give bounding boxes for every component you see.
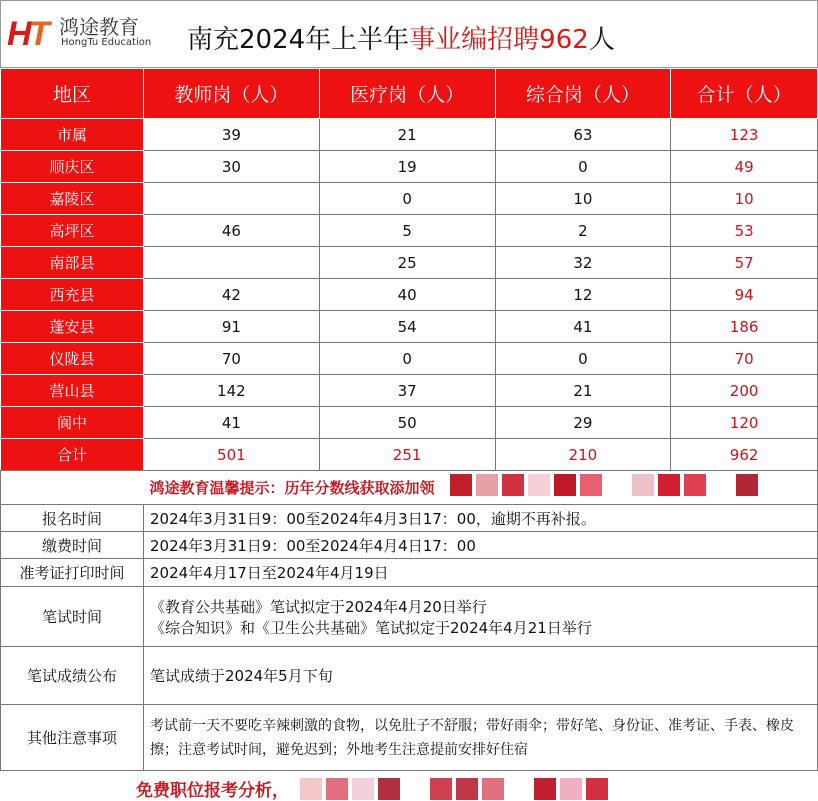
footer-text: 免费职位报考分析， — [136, 781, 289, 801]
region-cell: 嘉陵区 — [1, 183, 144, 215]
region-cell: 蓬安县 — [1, 311, 144, 343]
region-cell: 合计 — [1, 439, 144, 471]
count-cell — [144, 247, 320, 279]
count-cell: 2 — [495, 215, 671, 247]
region-cell: 南部县 — [1, 247, 144, 279]
hongtu-logo-icon — [7, 11, 50, 53]
info-label: 缴费时间 — [1, 532, 144, 559]
total-cell: 186 — [671, 311, 818, 343]
count-cell: 29 — [495, 407, 671, 439]
table-row — [1, 183, 818, 215]
info-value: 《教育公共基础》笔试拟定于2024年4月20日举行 《综合知识》和《卫生公共基础》笔试拟定于2024年4月21日举行 — [144, 587, 818, 647]
count-cell: 70 — [144, 343, 320, 375]
column-header: 综合岗（人） — [495, 69, 671, 119]
footer — [0, 770, 818, 800]
count-cell: 142 — [144, 375, 320, 407]
blurred-contact-top — [450, 474, 770, 504]
column-header: 地区 — [1, 69, 144, 119]
count-cell: 21 — [319, 119, 495, 151]
count-cell: 0 — [319, 183, 495, 215]
count-cell: 50 — [319, 407, 495, 439]
column-header: 教师岗（人） — [144, 69, 320, 119]
svg-text:T: T — [29, 15, 50, 53]
total-cell: 10 — [671, 183, 818, 215]
table-row — [1, 439, 818, 471]
count-cell: 41 — [495, 311, 671, 343]
total-cell: 123 — [671, 119, 818, 151]
count-cell: 0 — [495, 151, 671, 183]
info-value: 2024年4月17日至2024年4月19日 — [144, 559, 818, 587]
count-cell: 19 — [319, 151, 495, 183]
total-cell: 57 — [671, 247, 818, 279]
region-cell: 市属 — [1, 119, 144, 151]
brand-name-en: HongTu Education — [61, 37, 152, 48]
count-cell: 91 — [144, 311, 320, 343]
total-cell: 49 — [671, 151, 818, 183]
count-cell: 210 — [495, 439, 671, 471]
total-cell: 70 — [671, 343, 818, 375]
page-header — [0, 0, 818, 68]
svg-text:H: H — [7, 15, 32, 53]
count-cell: 40 — [319, 279, 495, 311]
count-cell — [144, 183, 320, 215]
info-label: 报名时间 — [1, 505, 144, 532]
table-row — [1, 119, 818, 151]
exam-info-table — [0, 470, 818, 771]
tip-text: 鸿途教育温馨提示：历年分数线获取添加领 — [1, 471, 818, 505]
region-cell: 营山县 — [1, 375, 144, 407]
region-cell: 顺庆区 — [1, 151, 144, 183]
count-cell: 251 — [319, 439, 495, 471]
info-label: 笔试时间 — [1, 587, 144, 647]
count-cell: 10 — [495, 183, 671, 215]
count-cell: 41 — [144, 407, 320, 439]
count-cell: 37 — [319, 375, 495, 407]
table-row — [1, 375, 818, 407]
table-row — [1, 151, 818, 183]
info-value: 考试前一天不要吃辛辣刺激的食物，以免肚子不舒服；带好雨伞；带好笔、身份证、准考证、手表、橡皮擦；注意考试时间，避免迟到；外地考生注意提前安排好住宿 — [144, 705, 818, 771]
info-label: 准考证打印时间 — [1, 559, 144, 587]
brand-name: 鸿途教育 — [59, 15, 139, 39]
total-cell: 200 — [671, 375, 818, 407]
table-row — [1, 279, 818, 311]
info-value: 2024年3月31日9：00至2024年4月3日17：00，逾期不再补报。 — [144, 505, 818, 532]
info-value: 2024年3月31日9：00至2024年4月4日17：00 — [144, 532, 818, 559]
info-value: 笔试成绩于2024年5月下旬 — [144, 647, 818, 705]
count-cell: 63 — [495, 119, 671, 151]
count-cell: 21 — [495, 375, 671, 407]
count-cell: 12 — [495, 279, 671, 311]
count-cell: 501 — [144, 439, 320, 471]
count-cell: 5 — [319, 215, 495, 247]
table-row — [1, 407, 818, 439]
region-cell: 西充县 — [1, 279, 144, 311]
page-title: 南充2024年上半年事业编招聘962人 — [187, 25, 615, 55]
column-header: 医疗岗（人） — [319, 69, 495, 119]
region-cell: 高坪区 — [1, 215, 144, 247]
count-cell: 25 — [319, 247, 495, 279]
table-row — [1, 215, 818, 247]
blurred-contact-bottom — [300, 778, 608, 800]
table-row — [1, 311, 818, 343]
total-cell: 53 — [671, 215, 818, 247]
region-cell: 仪陇县 — [1, 343, 144, 375]
total-cell: 94 — [671, 279, 818, 311]
info-label: 其他注意事项 — [1, 705, 144, 771]
count-cell: 0 — [495, 343, 671, 375]
info-label: 笔试成绩公布 — [1, 647, 144, 705]
table-row — [1, 343, 818, 375]
region-cell: 阆中 — [1, 407, 144, 439]
count-cell: 46 — [144, 215, 320, 247]
count-cell: 30 — [144, 151, 320, 183]
count-cell: 32 — [495, 247, 671, 279]
column-header: 合计（人） — [671, 69, 818, 119]
count-cell: 42 — [144, 279, 320, 311]
count-cell: 54 — [319, 311, 495, 343]
count-cell: 0 — [319, 343, 495, 375]
total-cell: 962 — [671, 439, 818, 471]
table-row — [1, 247, 818, 279]
count-cell: 39 — [144, 119, 320, 151]
total-cell: 120 — [671, 407, 818, 439]
recruitment-table — [0, 68, 818, 471]
